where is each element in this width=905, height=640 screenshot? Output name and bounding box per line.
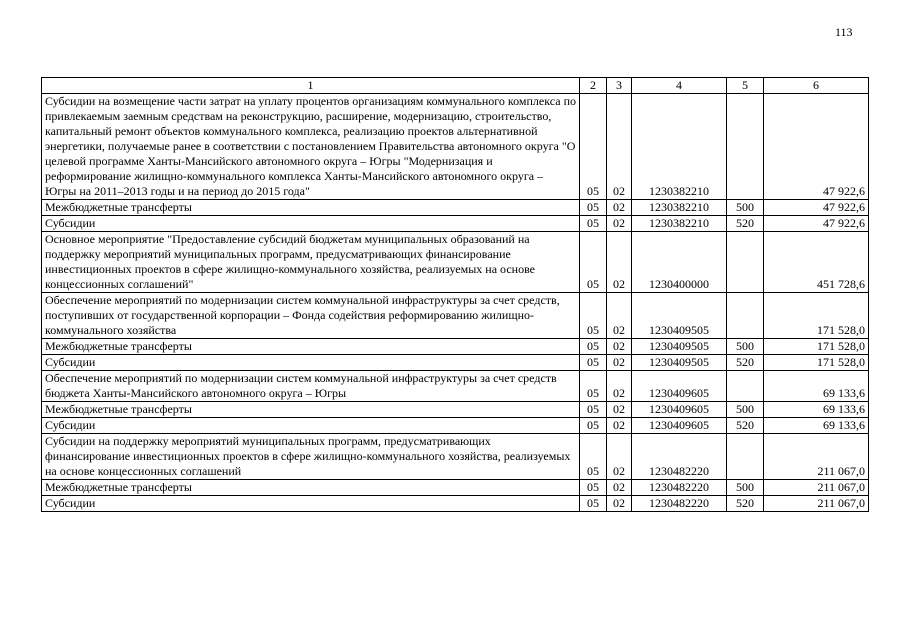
section-code-cell: 05 xyxy=(580,434,607,480)
expense-type-cell: 500 xyxy=(727,339,764,355)
table-row xyxy=(42,293,869,339)
target-article-cell: 1230382210 xyxy=(632,216,727,232)
page-number: 113 xyxy=(835,25,853,39)
table-row xyxy=(42,200,869,216)
amount-cell: 47 922,6 xyxy=(764,94,869,200)
amount-cell: 47 922,6 xyxy=(764,200,869,216)
header-cell-1: 1 xyxy=(42,78,580,94)
row-name-cell: Основное мероприятие "Предоставление субсидий бюджетам муниципальных образований на поддержку мероприятий муниципальных программ, предусматривающих финансирование инвестиционных проектов в сфере жилищно-коммунального хозяйства, реализуемых на основе концессионных соглашений" xyxy=(42,232,580,293)
row-name-cell: Субсидии xyxy=(42,496,580,512)
amount-cell: 211 067,0 xyxy=(764,434,869,480)
header-cell-5: 5 xyxy=(727,78,764,94)
section-code-cell: 05 xyxy=(580,371,607,402)
target-article-cell: 1230382210 xyxy=(632,200,727,216)
section-code-cell: 05 xyxy=(580,200,607,216)
target-article-cell: 1230409605 xyxy=(632,418,727,434)
expense-type-cell xyxy=(727,371,764,402)
header-cell-3: 3 xyxy=(607,78,632,94)
target-article-cell: 1230382210 xyxy=(632,94,727,200)
amount-cell: 69 133,6 xyxy=(764,371,869,402)
table-row xyxy=(42,402,869,418)
expense-type-cell: 500 xyxy=(727,402,764,418)
amount-cell: 211 067,0 xyxy=(764,496,869,512)
table-row xyxy=(42,371,869,402)
table-row xyxy=(42,496,869,512)
subsection-code-cell: 02 xyxy=(607,200,632,216)
target-article-cell: 1230409605 xyxy=(632,371,727,402)
subsection-code-cell: 02 xyxy=(607,418,632,434)
table-row xyxy=(42,355,869,371)
row-name-cell: Межбюджетные трансферты xyxy=(42,480,580,496)
row-name-cell: Межбюджетные трансферты xyxy=(42,402,580,418)
amount-cell: 211 067,0 xyxy=(764,480,869,496)
section-code-cell: 05 xyxy=(580,293,607,339)
target-article-cell: 1230409505 xyxy=(632,339,727,355)
section-code-cell: 05 xyxy=(580,418,607,434)
section-code-cell: 05 xyxy=(580,402,607,418)
amount-cell: 69 133,6 xyxy=(764,402,869,418)
amount-cell: 69 133,6 xyxy=(764,418,869,434)
expense-type-cell xyxy=(727,232,764,293)
header-cell-4: 4 xyxy=(632,78,727,94)
subsection-code-cell: 02 xyxy=(607,216,632,232)
table-row xyxy=(42,216,869,232)
subsection-code-cell: 02 xyxy=(607,402,632,418)
section-code-cell: 05 xyxy=(580,94,607,200)
section-code-cell: 05 xyxy=(580,355,607,371)
section-code-cell: 05 xyxy=(580,232,607,293)
header-row xyxy=(42,78,869,94)
row-name-cell: Субсидии xyxy=(42,355,580,371)
subsection-code-cell: 02 xyxy=(607,371,632,402)
table-row xyxy=(42,339,869,355)
expense-type-cell: 500 xyxy=(727,200,764,216)
expense-type-cell xyxy=(727,293,764,339)
expense-type-cell xyxy=(727,434,764,480)
header-cell-2: 2 xyxy=(580,78,607,94)
row-name-cell: Обеспечение мероприятий по модернизации систем коммунальной инфраструктуры за счет средств, поступивших от государственной корпорации – Фонда содействия реформированию жилищно-коммунального хозяйства xyxy=(42,293,580,339)
target-article-cell: 1230409605 xyxy=(632,402,727,418)
row-name-cell: Субсидии на возмещение части затрат на уплату процентов организациям коммунального комплекса по привлекаемым заемным средствам на реконструкцию, расширение, модернизацию, строительство, капитальный ремонт объектов коммунального комплекса, реализацию проектов альтернативной энергетики, получаемые ранее в соответствии с постановлением Правительства автономного округа "О целевой программе Ханты-Мансийского автономного округа – Югры "Модернизация и реформирование жилищно-коммунального комплекса Ханты-Мансийского автономного округа – Югры на 2011–2013 годы и на период до 2015 года" xyxy=(42,94,580,200)
section-code-cell: 05 xyxy=(580,480,607,496)
table-row xyxy=(42,94,869,200)
target-article-cell: 1230400000 xyxy=(632,232,727,293)
target-article-cell: 1230482220 xyxy=(632,480,727,496)
amount-cell: 171 528,0 xyxy=(764,355,869,371)
subsection-code-cell: 02 xyxy=(607,496,632,512)
budget-table xyxy=(41,77,869,512)
amount-cell: 171 528,0 xyxy=(764,293,869,339)
expense-type-cell: 520 xyxy=(727,355,764,371)
amount-cell: 47 922,6 xyxy=(764,216,869,232)
row-name-cell: Субсидии xyxy=(42,418,580,434)
subsection-code-cell: 02 xyxy=(607,94,632,200)
section-code-cell: 05 xyxy=(580,496,607,512)
row-name-cell: Субсидии на поддержку мероприятий муниципальных программ, предусматривающих финансирование инвестиционных проектов в сфере жилищно-коммунального хозяйства, реализуемых на основе концессионных соглашений xyxy=(42,434,580,480)
subsection-code-cell: 02 xyxy=(607,339,632,355)
table-row xyxy=(42,418,869,434)
target-article-cell: 1230482220 xyxy=(632,434,727,480)
expense-type-cell: 520 xyxy=(727,496,764,512)
row-name-cell: Межбюджетные трансферты xyxy=(42,339,580,355)
target-article-cell: 1230409505 xyxy=(632,355,727,371)
table-row xyxy=(42,434,869,480)
subsection-code-cell: 02 xyxy=(607,434,632,480)
expense-type-cell: 520 xyxy=(727,418,764,434)
section-code-cell: 05 xyxy=(580,339,607,355)
expense-type-cell: 520 xyxy=(727,216,764,232)
target-article-cell: 1230409505 xyxy=(632,293,727,339)
subsection-code-cell: 02 xyxy=(607,293,632,339)
amount-cell: 451 728,6 xyxy=(764,232,869,293)
table-row xyxy=(42,480,869,496)
row-name-cell: Субсидии xyxy=(42,216,580,232)
subsection-code-cell: 02 xyxy=(607,232,632,293)
row-name-cell: Обеспечение мероприятий по модернизации систем коммунальной инфраструктуры за счет средств бюджета Ханты-Мансийского автономного округа – Югры xyxy=(42,371,580,402)
subsection-code-cell: 02 xyxy=(607,480,632,496)
section-code-cell: 05 xyxy=(580,216,607,232)
target-article-cell: 1230482220 xyxy=(632,496,727,512)
row-name-cell: Межбюджетные трансферты xyxy=(42,200,580,216)
amount-cell: 171 528,0 xyxy=(764,339,869,355)
subsection-code-cell: 02 xyxy=(607,355,632,371)
expense-type-cell: 500 xyxy=(727,480,764,496)
header-cell-6: 6 xyxy=(764,78,869,94)
expense-type-cell xyxy=(727,94,764,200)
table-row xyxy=(42,232,869,293)
